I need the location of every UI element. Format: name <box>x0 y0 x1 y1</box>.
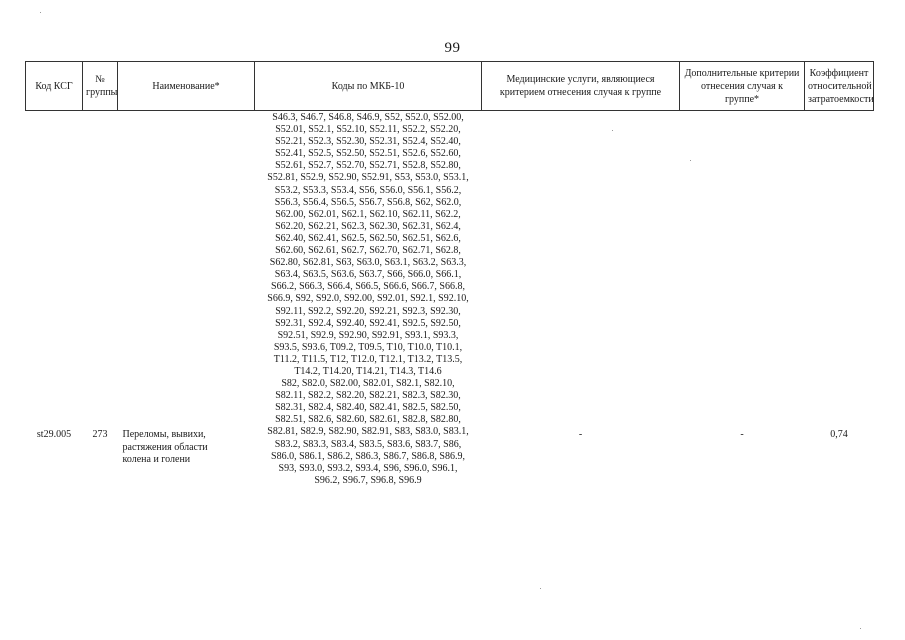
cell-name <box>118 111 255 487</box>
icd-code-line: S62.00, S62.01, S62.1, S62.10, S62.11, S62.2, <box>275 208 461 220</box>
icd-code-line: S53.2, S53.3, S53.4, S56, S56.0, S56.1, S56.2, <box>274 184 462 196</box>
icd-code-line: T14.2, T14.20, T14.21, T14.3, T14.6 <box>294 365 442 377</box>
icd-code-line: S86.0, S86.1, S86.2, S86.3, S86.7, S86.8, S86.9, <box>271 450 465 462</box>
icd-code-line: S82.51, S82.6, S82.60, S82.61, S82.8, S82.80, <box>275 414 461 426</box>
cell-icd-codes <box>255 111 482 487</box>
scan-speck <box>612 130 613 131</box>
table-row <box>26 111 874 487</box>
scan-speck <box>40 12 41 13</box>
icd-code-line: S52.81, S52.9, S52.90, S52.91, S53, S53.0, S53.1, <box>267 172 469 184</box>
icd-code-line: S66.9, S92, S92.0, S92.00, S92.01, S92.1, S92.10, <box>267 293 469 305</box>
table-header-row <box>26 62 874 111</box>
name-line: растяжения области <box>122 441 208 453</box>
icd-code-line: S82.31, S82.4, S82.40, S82.41, S82.5, S82.50, <box>275 402 461 414</box>
icd-code-line: T11.2, T11.5, T12, T12.0, T12.1, T13.2, T13.5, <box>273 353 463 365</box>
icd-code-line: S93.5, S93.6, T09.2, T09.5, T10, T10.0, T10.1, <box>273 341 463 353</box>
header-name: Наименование* <box>118 62 255 111</box>
ksg-table <box>25 61 874 487</box>
icd-code-line: S46.3, S46.7, S46.8, S46.9, S52, S52.0, S52.00, <box>272 112 464 123</box>
header-coefficient: Коэффициент относительной затратоемкости <box>805 62 874 111</box>
cell-ksg-code: st29.005 <box>36 429 72 440</box>
header-medical-services: Медицинские услуги, являющиеся критерием отнесения случая к группе <box>482 62 680 111</box>
header-group-number: № группы <box>83 62 118 111</box>
cell-medical-services: - <box>578 429 583 440</box>
icd-code-line: S62.60, S62.61, S62.7, S62.70, S62.71, S62.8, <box>275 245 461 257</box>
icd-code-line: S52.41, S52.5, S52.50, S52.51, S52.6, S52.60, <box>275 148 461 160</box>
icd-code-line: S52.61, S52.7, S52.70, S52.71, S52.8, S52.80, <box>275 160 461 172</box>
scan-speck <box>540 588 541 589</box>
icd-code-line: S83.2, S83.3, S83.4, S83.5, S83.6, S83.7, S86, <box>274 438 462 450</box>
cell-additional-criteria: - <box>740 429 744 440</box>
icd-code-line: S92.51, S92.9, S92.90, S92.91, S93.1, S93.3, <box>277 329 459 341</box>
header-ksg-code: Код КСГ <box>26 62 83 111</box>
cell-group-number: 273 <box>92 429 108 440</box>
scan-speck <box>690 160 691 161</box>
icd-code-line: S82, S82.0, S82.00, S82.01, S82.1, S82.10, <box>281 378 455 390</box>
icd-code-line: S62.20, S62.21, S62.3, S62.30, S62.31, S62.4, <box>275 220 461 232</box>
icd-code-line: S96.2, S96.7, S96.8, S96.9 <box>314 474 422 486</box>
name-line: Переломы, вывихи, <box>122 429 206 440</box>
icd-code-line: S92.11, S92.2, S92.20, S92.21, S92.3, S92.30, <box>275 305 461 317</box>
scan-speck <box>860 628 861 629</box>
name-line: колена и голени <box>122 454 191 465</box>
icd-code-line: S82.81, S82.9, S82.90, S82.91, S83, S83.0, S83.1, <box>267 426 469 438</box>
icd-code-line: S52.01, S52.1, S52.10, S52.11, S52.2, S52.20, <box>275 124 461 136</box>
header-additional-criteria: Дополнительные критерии отнесения случая к группе* <box>680 62 805 111</box>
icd-code-line: S63.4, S63.5, S63.6, S63.7, S66, S66.0, S66.1, <box>274 269 462 281</box>
icd-code-line: S92.31, S92.4, S92.40, S92.41, S92.5, S92.50, <box>275 317 461 329</box>
cell-coefficient: 0,74 <box>830 429 848 440</box>
icd-code-line: S82.11, S82.2, S82.20, S82.21, S82.3, S82.30, <box>275 390 461 402</box>
page-number: 99 <box>444 40 461 56</box>
icd-code-line: S62.80, S62.81, S63, S63.0, S63.1, S63.2, S63.3, <box>269 257 467 269</box>
icd-code-line: S62.40, S62.41, S62.5, S62.50, S62.51, S62.6, <box>275 232 461 244</box>
header-icd-codes: Коды по МКБ-10 <box>255 62 482 111</box>
icd-code-line: S56.3, S56.4, S56.5, S56.7, S56.8, S62, S62.0, <box>274 196 462 208</box>
icd-code-line: S93, S93.0, S93.2, S93.4, S96, S96.0, S96.1, <box>278 462 458 474</box>
icd-code-line: S52.21, S52.3, S52.30, S52.31, S52.4, S52.40, <box>275 136 461 148</box>
icd-code-line: S66.2, S66.3, S66.4, S66.5, S66.6, S66.7, S66.8, <box>271 281 465 293</box>
